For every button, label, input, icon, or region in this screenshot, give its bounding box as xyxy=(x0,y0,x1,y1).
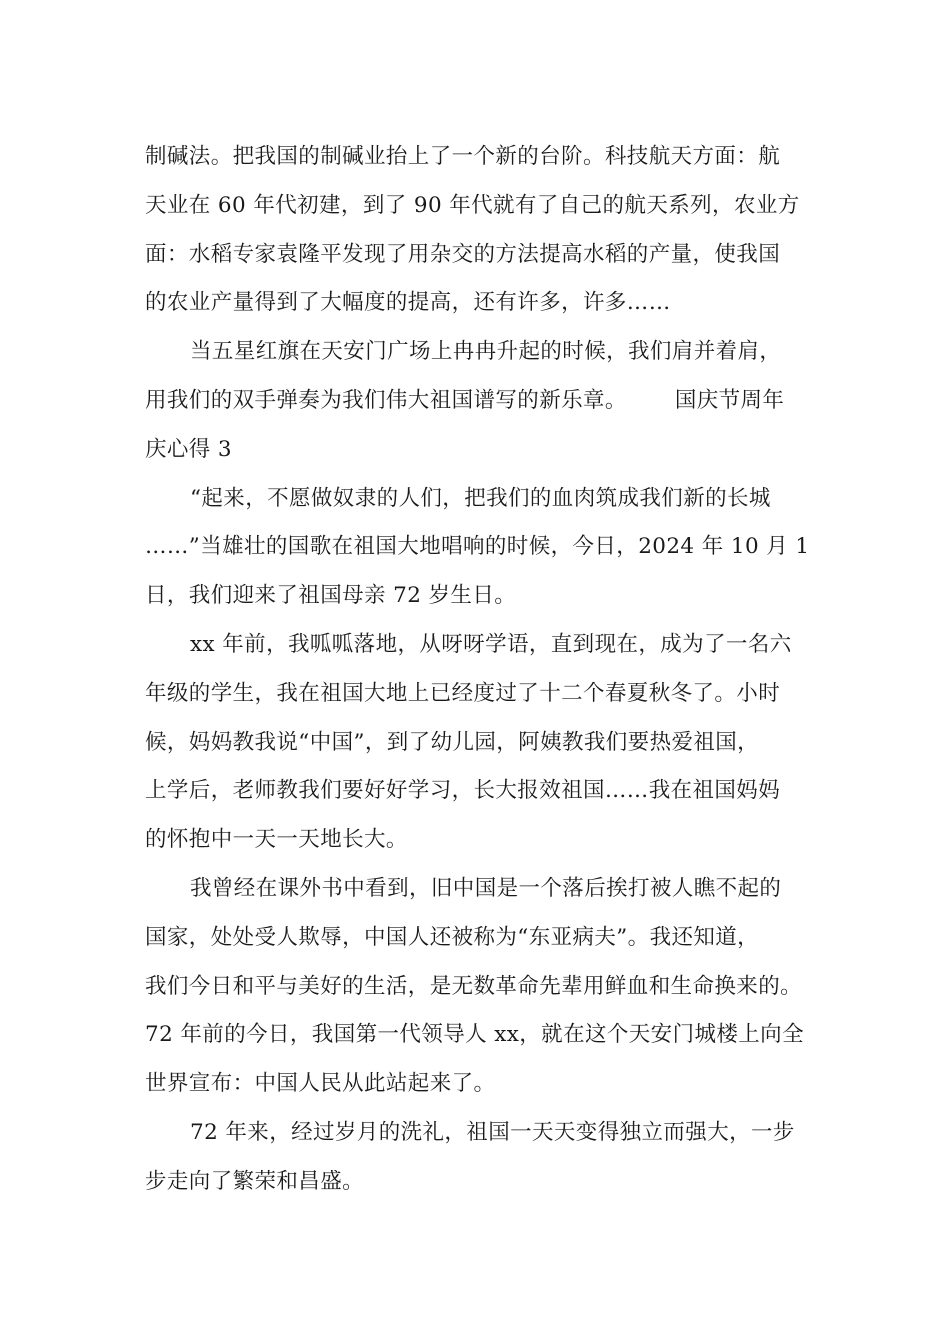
paragraph-prosperity xyxy=(145,1109,835,1207)
text-line: ……”当雄壮的国歌在祖国大地唱响的时候，今日，2024 年 10 月 1 xyxy=(145,534,810,560)
text-line: 我曾经在课外书中看到，旧中国是一个落后挨打被人瞧不起的 xyxy=(190,875,782,901)
text-line: 我们今日和平与美好的生活，是无数革命先辈用鲜血和生命换来的。 xyxy=(145,973,803,999)
text-line: 当五星红旗在天安门广场上冉冉升起的时候，我们肩并着肩， xyxy=(190,339,782,365)
text-line: “起来，不愿做奴隶的人们，把我们的血肉筑成我们新的长城 xyxy=(190,485,771,511)
text-line: 72 年前的今日，我国第一代领导人 xx，就在这个天安门城楼上向全 xyxy=(145,1022,804,1048)
section-heading-part2: 庆心得 3 xyxy=(145,436,233,462)
text-line: 上学后，老师教我们要好好学习，长大报效祖国……我在祖国妈妈 xyxy=(145,778,781,804)
text-line: xx 年前，我呱呱落地，从呀呀学语，直到现在，成为了一名六 xyxy=(190,631,792,657)
paragraph-flag xyxy=(145,328,835,474)
text-line: 的农业产量得到了大幅度的提高，还有许多，许多…… xyxy=(145,290,671,316)
text-line: 的怀抱中一天一天地长大。 xyxy=(145,827,408,853)
section-heading-part1: 国庆节周年 xyxy=(674,387,785,413)
document-body xyxy=(145,133,835,1207)
paragraph-anthem xyxy=(145,475,835,621)
paragraph-continuation xyxy=(145,133,835,328)
text-line: 候，妈妈教我说“中国”，到了幼儿园，阿姨教我们要热爱祖国， xyxy=(145,729,760,755)
text-line: 步走向了繁荣和昌盛。 xyxy=(145,1168,365,1194)
paragraph-history xyxy=(145,865,835,1109)
text-line: 世界宣布：中国人民从此站起来了。 xyxy=(145,1071,496,1097)
paragraph-childhood xyxy=(145,621,835,865)
text-line: 面：水稻专家袁隆平发现了用杂交的方法提高水稻的产量，使我国 xyxy=(145,241,781,267)
text-line: 用我们的双手弹奏为我们伟大祖国谱写的新乐章。 xyxy=(145,387,627,413)
text-line: 72 年来，经过岁月的洗礼，祖国一天天变得独立而强大，一步 xyxy=(190,1119,795,1145)
text-line: 日，我们迎来了祖国母亲 72 岁生日。 xyxy=(145,583,517,609)
text-line: 制碱法。把我国的制碱业抬上了一个新的台阶。科技航天方面：航 xyxy=(145,144,781,169)
text-line-with-heading xyxy=(145,377,835,426)
text-line: 年级的学生，我在祖国大地上已经度过了十二个春夏秋冬了。小时 xyxy=(145,680,781,706)
text-line: 天业在 60 年代初建，到了 90 年代就有了自己的航天系列，农业方 xyxy=(145,192,800,218)
text-line: 国家，处处受人欺辱，中国人还被称为“东亚病夫”。我还知道， xyxy=(145,924,760,950)
